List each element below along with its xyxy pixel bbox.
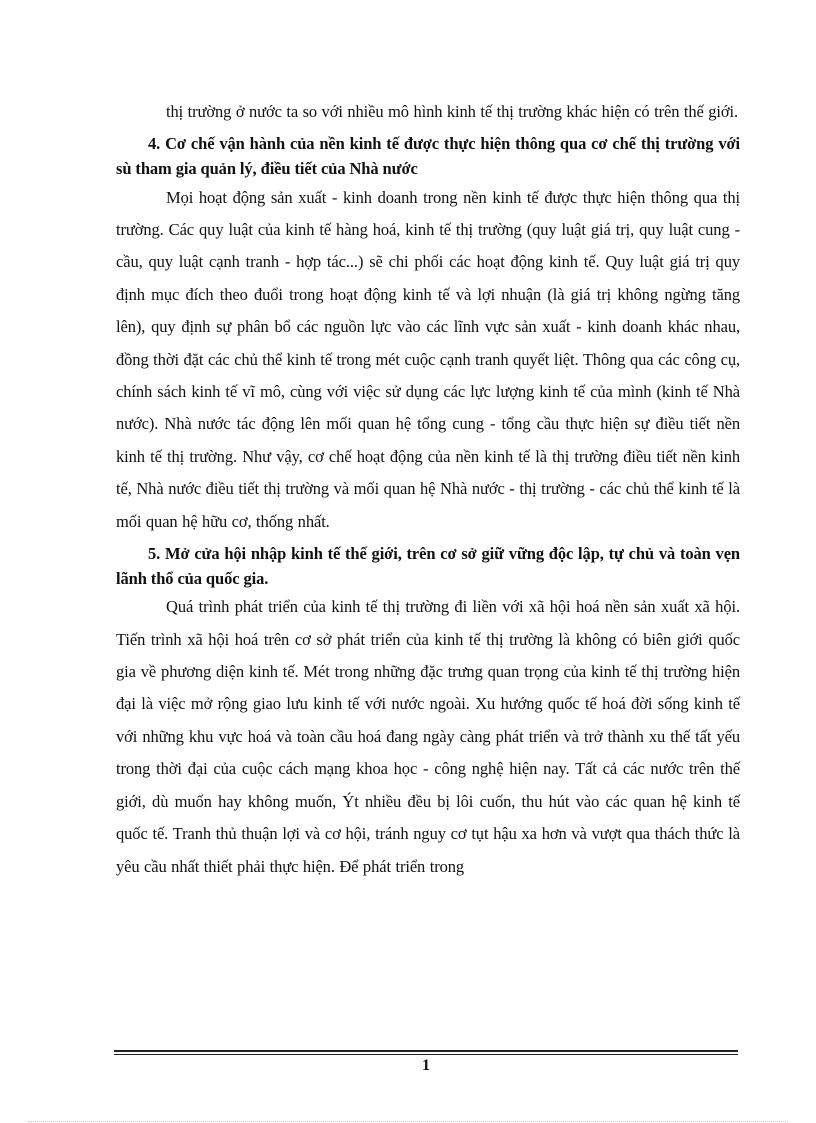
page-edge-divider <box>28 1121 788 1122</box>
section-4-heading: 4. Cơ chế vận hành của nền kinh tế được thực hiện thông qua cơ chế thị trường với sù tham gia quản lý, điều tiết của Nhà nước <box>116 134 740 178</box>
section-5-body: Quá trình phát triển của kinh tế thị trường đi liền với xã hội hoá nền sản xuất xã hội. Tiến trình xã hội hoá trên cơ sở phát triển của kinh tế thị trường là không có biên giới quốc gia về phương diện kinh tế. Mét trong những đặc trưng quan trọng của kinh tế thị trường hiện đại là việc mở rộng giao lưu kinh tế với nước ngoài. Xu hướng quốc tế hoá đời sống kinh tế với những khu vực hoá và toàn cầu hoá đang ngày càng phát triển và trở thành xu thế tất yếu trong thời đại của cuộc cách mạng khoa học - công nghệ hiện nay. Tất cả các nước trên thế giới, dù muốn hay không muốn, Ýt nhiều đều bị lôi cuốn, thu hút vào các quan hệ kinh tế quốc tế. Tranh thủ thuận lợi và cơ hội, tránh nguy cơ tụt hậu xa hơn và vượt qua thách thức là yêu cầu nhất thiết phải thực hiện. Để phát triển trong <box>116 597 740 876</box>
section-5-heading: 5. Mở cửa hội nhập kinh tế thế giới, trên cơ sở giữ vững độc lập, tự chủ và toàn vẹn lãnh thổ của quốc gia. <box>116 544 740 588</box>
document-body <box>116 96 740 883</box>
footer-double-rule <box>114 1050 738 1055</box>
intro-paragraph: thị trường ở nước ta so với nhiều mô hình kinh tế thị trường khác hiện có trên thế giới. <box>166 102 739 121</box>
page-number: 1 <box>422 1057 430 1074</box>
section-4-body: Mọi hoạt động sản xuất - kinh doanh trong nền kinh tế được thực hiện thông qua thị trường. Các quy luật của kinh tế hàng hoá, kinh tế thị trường (quy luật giá trị, quy luật cung - cầu, quy luật cạnh tranh - hợp tác...) sẽ chi phối các hoạt động kinh tế. Quy luật giá trị quy định mục đích theo đuổi trong hoạt động kinh tế và lợi nhuận (là giá trị không ngừng tăng lên), quy định sự phân bổ các nguồn lực vào các lĩnh vực sản xuất - kinh doanh khác nhau, đồng thời đặt các chủ thể kinh tế trong mét cuộc cạnh tranh quyết liệt. Thông qua các công cụ, chính sách kinh tế vĩ mô, cùng với việc sử dụng các lực lượng kinh tế của mình (kinh tế Nhà nước). Nhà nước tác động lên mối quan hệ tổng cung - tổng cầu thực hiện sự điều tiết nền kinh tế thị trường. Như vậy, cơ chế hoạt động của nền kinh tế là thị trường điều tiết nền kinh tế, Nhà nước điều tiết thị trường và mối quan hệ Nhà nước - thị trường - các chủ thể kinh tế là mối quan hệ hữu cơ, thống nhất. <box>116 187 740 531</box>
